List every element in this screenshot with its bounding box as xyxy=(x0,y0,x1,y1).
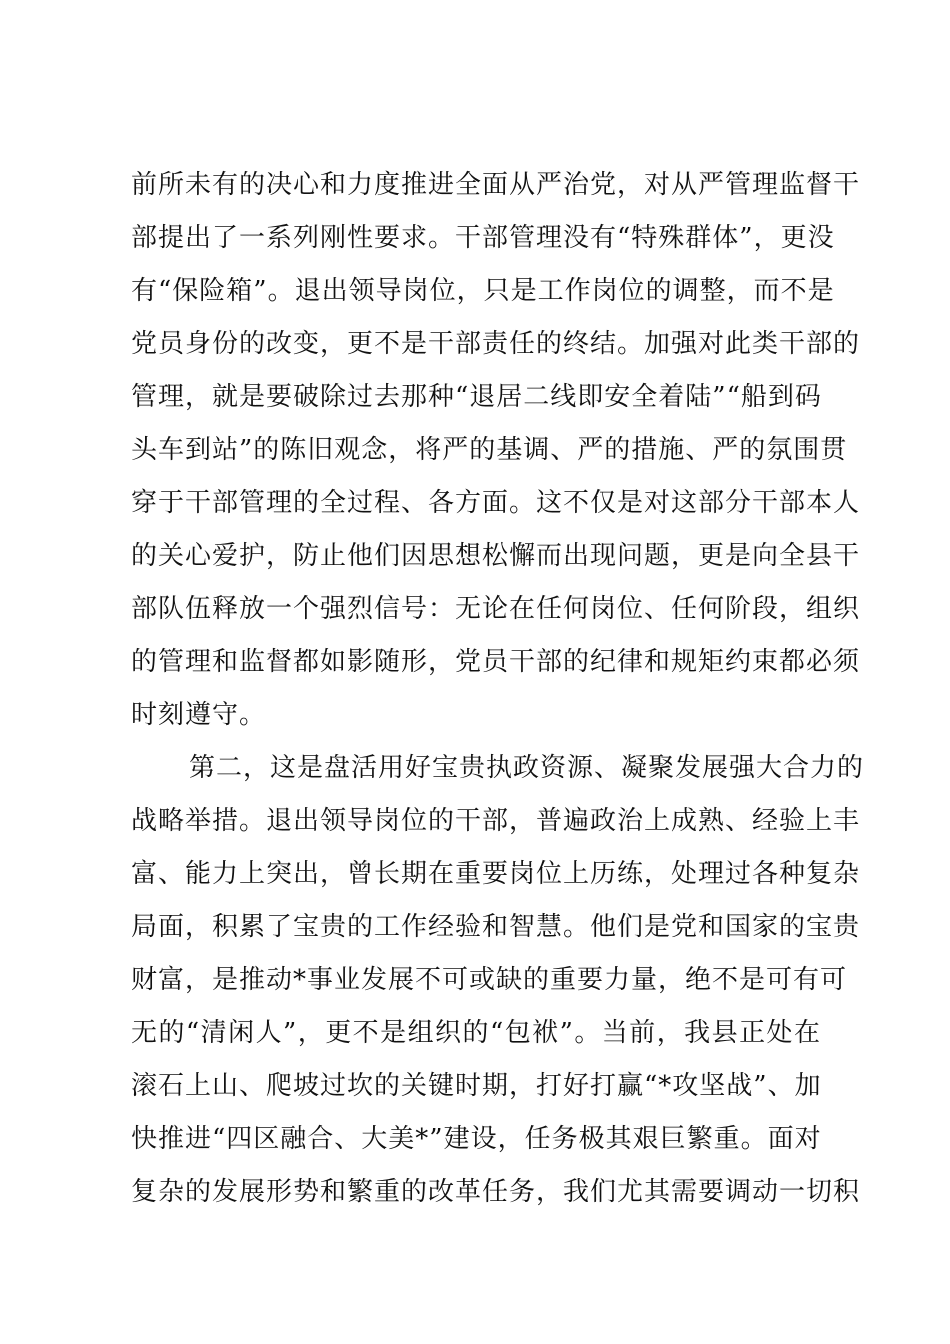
text-line: 局面，积累了宝贵的工作经验和智慧。他们是党和国家的宝贵 xyxy=(131,912,861,942)
paragraph-1 xyxy=(131,159,861,742)
text-line: 的关心爱护，防止他们因思想松懈而出现问题，更是向全县干 xyxy=(131,541,861,571)
document-page xyxy=(131,159,865,1219)
text-line: 管理，就是要破除过去那种“退居二线即安全着陆”“船到码 xyxy=(131,382,822,412)
text-line: 战略举措。退出领导岗位的干部，普遍政治上成熟、经验上丰 xyxy=(131,806,861,836)
text-line: 富、能力上突出，曾长期在重要岗位上历练，处理过各种复杂 xyxy=(131,859,861,889)
text-line: 时刻遵守。 xyxy=(131,700,267,730)
text-line: 的管理和监督都如影随形，党员干部的纪律和规矩约束都必须 xyxy=(131,647,861,677)
text-line: 第二，这是盘活用好宝贵执政资源、凝聚发展强大合力的 xyxy=(189,753,865,783)
text-line: 部队伍释放一个强烈信号：无论在任何岗位、任何阶段，组织 xyxy=(131,594,861,624)
text-line: 有“保险箱”。退出领导岗位，只是工作岗位的调整，而不是 xyxy=(131,276,835,306)
text-line: 滚石上山、爬坡过坎的关键时期，打好打赢“*攻坚战”、加 xyxy=(131,1071,822,1101)
text-line: 前所未有的决心和力度推进全面从严治党，对从严管理监督干 xyxy=(131,170,861,200)
text-line: 复杂的发展形势和繁重的改革任务，我们尤其需要调动一切积 xyxy=(131,1177,861,1207)
text-line: 穿于干部管理的全过程、各方面。这不仅是对这部分干部本人 xyxy=(131,488,861,518)
text-line: 财富，是推动*事业发展不可或缺的重要力量，绝不是可有可 xyxy=(131,965,848,995)
paragraph-2 xyxy=(131,742,865,1219)
text-line: 头车到站”的陈旧观念，将严的基调、严的措施、严的氛围贯 xyxy=(131,435,848,465)
text-line: 快推进“四区融合、大美*”建设，任务极其艰巨繁重。面对 xyxy=(131,1124,822,1154)
text-line: 党员身份的改变，更不是干部责任的终结。加强对此类干部的 xyxy=(131,329,861,359)
text-line: 部提出了一系列刚性要求。干部管理没有“特殊群体”，更没 xyxy=(131,223,835,253)
text-line: 无的“清闲人”，更不是组织的“包袱”。当前，我县正处在 xyxy=(131,1018,821,1048)
